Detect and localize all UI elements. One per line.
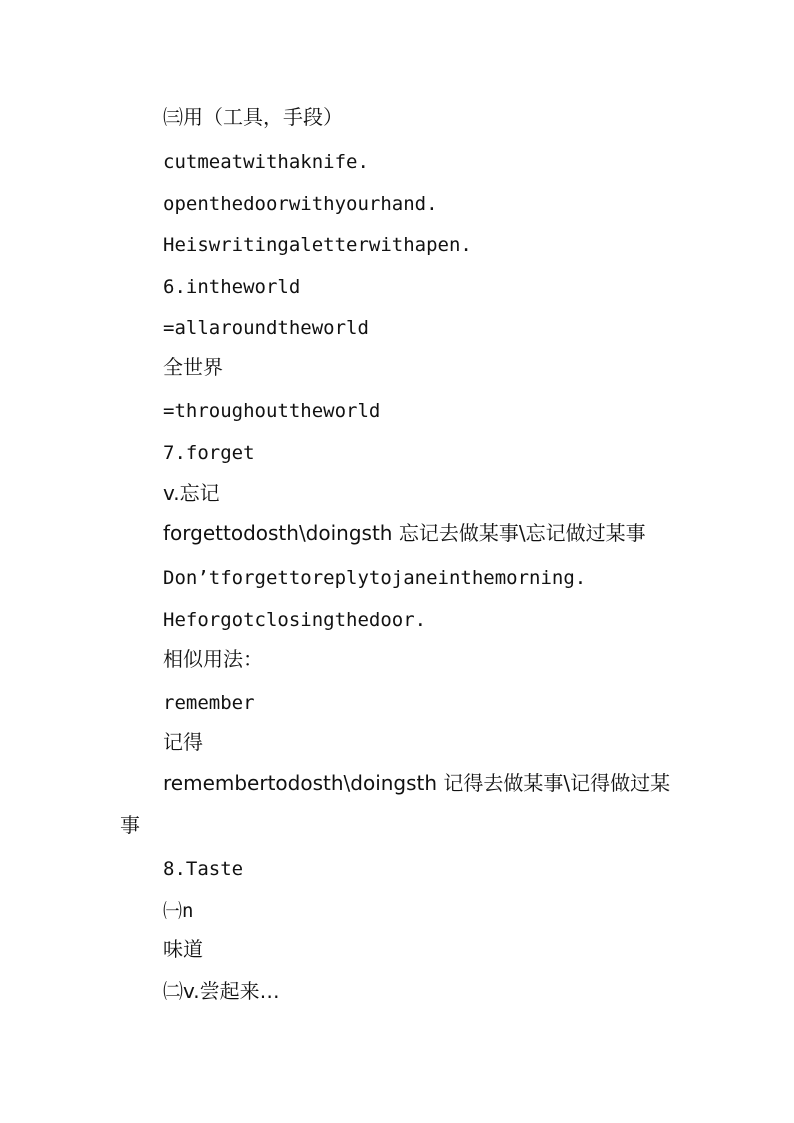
usage-line: forgettodosth\doingsth 忘记去做某事\忘记做过某事 xyxy=(163,521,646,545)
item-heading: 7.forget xyxy=(163,442,255,464)
example-sentence: Heiswritingaletterwithapen. xyxy=(163,234,472,256)
translation-line: 记得 xyxy=(163,730,203,754)
item-heading: 6.intheworld xyxy=(163,276,301,298)
vocabulary-word: remember xyxy=(163,692,255,714)
item-heading: 8.Taste xyxy=(163,858,244,880)
synonym-line: =throughouttheworld xyxy=(163,400,381,422)
example-sentence: cutmeatwithaknife. xyxy=(163,151,369,173)
usage-line: remembertodosth\doingsth 记得去做某事\记得做过某 xyxy=(163,771,671,795)
example-sentence: openthedoorwithyourhand. xyxy=(163,193,438,215)
translation-line: 全世界 xyxy=(163,355,223,379)
example-sentence: Don’tforgettoreplytojaneinthemorning. xyxy=(163,567,587,589)
definition-line: ㈡v.尝起来… xyxy=(163,979,280,1003)
subheading: 相似用法： xyxy=(163,647,263,671)
definition-line: v.忘记 xyxy=(163,481,220,505)
usage-line-continuation: 事 xyxy=(120,813,140,837)
example-sentence: Heforgotclosingthedoor. xyxy=(163,609,427,631)
part-of-speech-line: ㈠n xyxy=(163,900,194,922)
synonym-line: =allaroundtheworld xyxy=(163,317,369,339)
translation-line: 味道 xyxy=(163,937,203,961)
section-heading: ㈢用（工具，手段） xyxy=(163,105,343,129)
